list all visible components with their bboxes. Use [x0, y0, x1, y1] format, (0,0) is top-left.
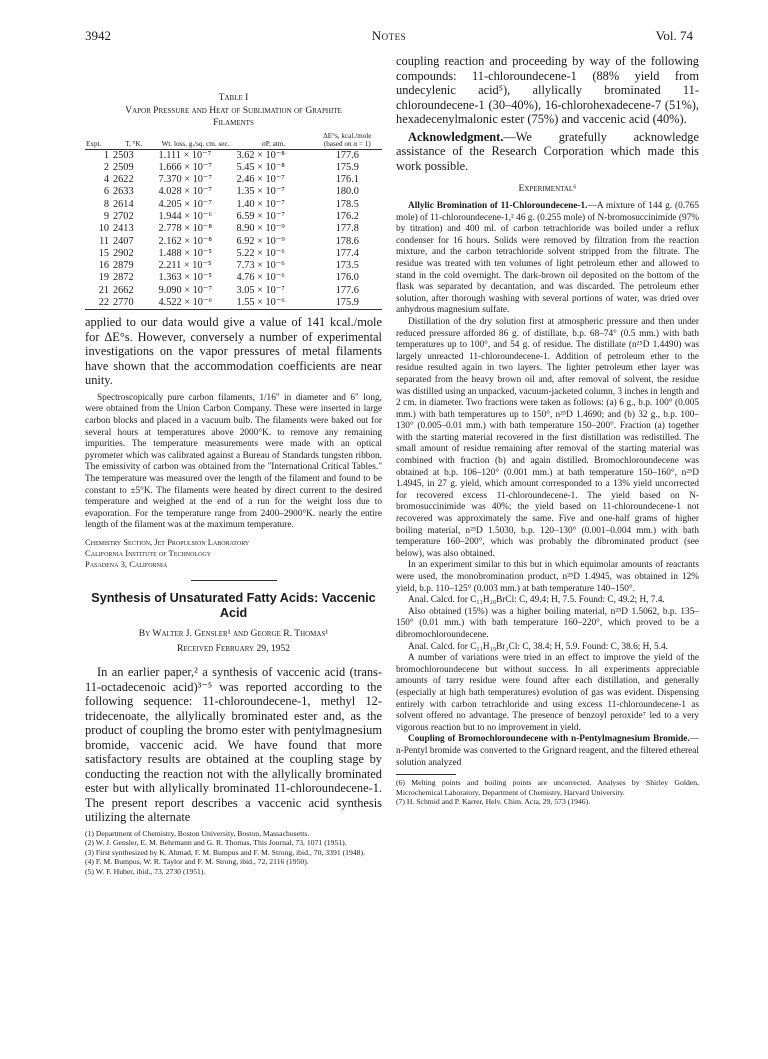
- table-title-line1: Vapor Pressure and Heat of Sublimation of Graphite: [125, 104, 342, 116]
- table-cell: 6.59 × 10⁻⁷: [236, 210, 285, 222]
- table-cell: 2662: [113, 284, 134, 296]
- footnote-6: (6) Melting points and boiling points are uncorrected. Analyses by Shirley Golden, Microchemical Laboratory, Department of Chemistry, Harvard University.: [396, 778, 699, 797]
- table-cell: 2633: [113, 186, 134, 198]
- table-cell: 1.944 × 10⁻⁶: [158, 210, 212, 222]
- page-number: 3942: [85, 28, 111, 43]
- table-row: [85, 285, 382, 297]
- table-row: [85, 248, 382, 260]
- table-cell: 19: [98, 272, 109, 284]
- table-number: Table I: [218, 92, 249, 103]
- table-cell: 15: [98, 247, 109, 259]
- left-paragraph-2: Spectroscopically pure carbon filaments, 1/16" in diameter and 6" long, were obtained from the Union Carbon Company. These were inserted in large carbon blocks and placed in a vacuum bulb. The filaments were baked out for several hours at temperatures above 2000°K. to remove any remaining impurities. The temperature measurements were made with an optical pyrometer which was calibrated against a Bureau of Standards tungsten ribbon. The emissivity of carbon was obtained from the "International Critical Tables." The temperature was measured over the length of the filament and found to be constant to ±5°K. The filaments were heated by direct current to the desired temperature and weighed at the end of a run for the weight loss due to evaporation. For the temperature range from 2400–2900°K. nearly the entire length of the filament was at the maximum temperature.: [85, 392, 382, 531]
- table-cell: 5.22 × 10⁻⁶: [236, 247, 285, 259]
- left-column: [85, 54, 382, 876]
- table-cell: 8: [103, 198, 109, 210]
- footnote-7: (7) H. Schmid and P. Karrer, Helv. Chim. Acta, 29, 573 (1946).: [396, 796, 591, 806]
- table-cell: 176.0: [335, 272, 359, 284]
- table-cell: 2902: [113, 247, 134, 259]
- acknowledgment-text: —We gratefully acknowledge assistance of the Research Corporation which made this work possible.: [396, 129, 699, 173]
- col-header-pressure: σP, atm.: [235, 132, 313, 150]
- table-cell: 22: [98, 297, 109, 309]
- section-divider: [191, 580, 277, 581]
- table-cell: 2: [103, 161, 109, 173]
- affiliation-line3: Pasadena 3, California: [85, 558, 168, 569]
- table-cell: 2.778 × 10⁻⁸: [158, 223, 212, 235]
- table-row: [85, 149, 382, 162]
- right-paragraph-1: coupling reaction and proceeding by way of the following compounds: 11-chloroundecene-1 (88% yield from undecylenic acid⁵), allylically brominated 11-chloroundecene-1 (30–40%), 16-chlorohexadecene-7 (51%), hexadecenylmalonic ester (75%) and vaccenic acid (40%).: [396, 54, 699, 126]
- table-cell: 1.111 × 10⁻⁷: [158, 149, 212, 161]
- experimental-paragraph-6: [396, 734, 699, 769]
- footnote-3: (3) First synthesized by K. Ahmad, F. M. Bumpus and F. M. Strong, ibid., 70, 3391 (1948).: [85, 847, 366, 857]
- table-cell: 2614: [113, 198, 134, 210]
- running-header: [85, 28, 693, 46]
- table-cell: 177.4: [335, 247, 359, 259]
- table-cell: 4.205 × 10⁻⁷: [158, 198, 212, 210]
- footnote-5: (5) W. F. Huber, ibid., 73, 2730 (1951).: [85, 866, 206, 876]
- table-cell: 3.05 × 10⁻⁷: [236, 284, 285, 296]
- table-cell: 1.40 × 10⁻⁷: [236, 198, 285, 210]
- table-cell: 2503: [113, 149, 134, 161]
- analysis-2: Anal. Calcd. for C₁₁H₁₉Br₂Cl: C, 38.4; H, 5.9. Found: C, 38.6; H, 5.4.: [408, 641, 668, 652]
- table-cell: 6.92 × 10⁻⁹: [236, 235, 285, 247]
- table-cell: 178.6: [335, 235, 359, 247]
- table-cell: 7.73 × 10⁻⁶: [236, 260, 285, 272]
- table-cell: 175.9: [335, 161, 359, 173]
- table-row: [85, 174, 382, 186]
- author-byline: By Walter J. Gensler¹ and George R. Thomas¹: [138, 628, 329, 640]
- table-cell: 4.522 × 10⁻⁶: [158, 297, 212, 309]
- affiliation: [85, 537, 382, 569]
- table-cell: 173.5: [335, 260, 359, 272]
- table-cell: 2622: [113, 174, 134, 186]
- table-cell: 8.90 × 10⁻⁹: [236, 223, 285, 235]
- table-bottom-rule: [85, 309, 382, 310]
- table-cell: 3.62 × 10⁻⁸: [236, 149, 285, 161]
- footnotes-left: [85, 829, 382, 876]
- table-row: [85, 162, 382, 174]
- affiliation-line2: California Institute of Technology: [85, 547, 212, 558]
- table-body: [85, 149, 382, 309]
- acknowledgment: [396, 130, 699, 174]
- col-header-temp: T, °K.: [111, 132, 157, 150]
- table-cell: 4.028 × 10⁻⁷: [158, 186, 212, 198]
- table-cell: 2872: [113, 272, 134, 284]
- exp6-label: Coupling of Bromochloroundecene with n-Pentylmagnesium Bromide.: [408, 734, 690, 745]
- footnote-2: (2) W. J. Gensler, E. M. Behrmann and G. R. Thomas, This Journal, 73, 1071 (1951).: [85, 838, 347, 848]
- table-header-row: [85, 132, 382, 150]
- table-cell: 2702: [113, 210, 134, 222]
- table-title-line2: Filaments: [213, 117, 254, 128]
- table-row: [85, 199, 382, 211]
- left-paragraph-1: applied to our data would give a value of 141 kcal./mole for ΔE°s. However, conversely a number of experimental investigations on the vapor pressures of metal filaments have shown that the accommodation coefficients are near unity.: [85, 315, 382, 388]
- experimental-paragraph-5: A number of variations were tried in an effect to improve the yield of the bromochloroundecene but without success. In all experiments appreciable amounts of tarry residue were found after each distillation, and generally (especially at high bath temperatures) evolution of gas was evident. Dispensing entirely with carbon tetrachloride and using excess 11-chloroundecene-1 as solvent offered no advantage. The presence of benzoyl peroxide⁷ led to a very vigorous reaction but to no improvement in yield.: [396, 653, 699, 733]
- table-row: [85, 297, 382, 309]
- article-title-line2: Acid: [219, 606, 248, 621]
- table-cell: 1.35 × 10⁻⁷: [236, 186, 285, 198]
- table-cell: 177.6: [335, 284, 359, 296]
- experimental-paragraph-3: In an experiment similar to this but in which equimolar amounts of reactants were used, the monobromination product, n²⁵D 1.4945, was obtained in 12% yield, b.p. 110–125° (0.003 mm.) at bath temperature 140–150°.: [396, 560, 699, 594]
- table-cell: 21: [98, 284, 109, 296]
- experimental-paragraph-2: Distillation of the dry solution first at atmospheric pressure and then under reduced pressure afforded 86 g. of distillate, b.p. 68–74° (0.5 mm.) with bath temperatures up to 100°, and 54 g. of residue. The distillate (n²⁵D 1.4490) was largely unreacted 11-chloroundecene-1. Addition of petroleum ether to the residue resulted again in two layers. The lighter petroleum ether layer was separated from the heavy brown oil and, after removal of solvent, the residue was distilled using an unpacked, vacuum-jacketed column, 3 inches in length and 2 cm. in diameter. Two fractions were taken as follows: (a) 6 g., b.p. 100° (0.005 mm.) with bath temperatures up to 150°, n²⁵D 1.4690; and (b) 32 g., b.p. 100–130° (0.005–0.01 mm.) with bath temperature 150–200°. Fraction (a) together with the starting material recovered in the first distillation was redistilled. The small amount of residue remaining after removal of the starting material was combined with fraction (b) and again distilled. Bromochloroundecene was obtained at b.p. 106–120° (0.001 mm.) at bath temperature 150–160°, n²⁵D 1.4945, in 27 g. yield, which amount corresponded to a 13% yield uncorrected for recovered excess 11-chloroundecene-1. The yield based on N-bromosuccinimide was 40%; the yield based on 11-chloroundecene-1 not recovered was approximately the same. Five and one-half grams of higher boiling material, n²⁵D 1.5030, b.p. 120–130° (0.001–0.004 mm.) with bath temperature 160–200°, which was probably the dibrominated product (see below), was also obtained.: [396, 316, 699, 559]
- article-title-line1: Synthesis of Unsaturated Fatty Acids: Vaccenic: [91, 591, 376, 606]
- table-cell: 1.666 × 10⁻⁷: [158, 161, 212, 173]
- table-cell: 9.090 × 10⁻⁷: [158, 284, 212, 296]
- table-cell: 11: [99, 235, 109, 247]
- table-cell: 1.55 × 10⁻⁶: [236, 297, 285, 309]
- table-row: [85, 223, 382, 235]
- table-cell: 5.45 × 10⁻⁸: [236, 161, 285, 173]
- experimental-paragraph-1: [396, 201, 699, 317]
- exp1-text: —A mixture of 144 g. (0.765 mole) of 11-chloroundecene-1,² 46 g. (0.255 mole) of N-bromosuccinimide (97% by titration) and 400 ml. of carbon tetrachloride was boiled under a reflux condenser for 16 hours. Solids were removed by filtration from the reaction mixture, and the carbon tetrachloride solvent stripped from the filtrate. The residue was treated with ten volumes of light petroleum ether and allowed to stand in the cold overnight. The dark-brown oil deposited on the bottom of the flask was separated by decantation, and was discarded. The petroleum ether solution, after thorough washing with several portions of water, was dried over anhydrous magnesium sulfate.: [396, 201, 699, 316]
- table-row: [85, 260, 382, 272]
- table-cell: 180.0: [335, 186, 359, 198]
- table-cell: 2770: [113, 297, 134, 309]
- vapor-pressure-table: [85, 132, 382, 310]
- table-cell: 176.2: [335, 210, 359, 222]
- affiliation-line1: Chemistry Section, Jet Propulsion Laboratory: [85, 536, 250, 547]
- right-column: [396, 54, 699, 806]
- analysis-1: Anal. Calcd. for C₁₁H₂₀BrCl: C, 49.4; H, 7.5. Found: C, 49.2; H, 7.4.: [408, 595, 665, 606]
- table-cell: 2509: [113, 161, 134, 173]
- left-paragraph-3: In an earlier paper,² a synthesis of vaccenic acid (trans-11-octadecenoic acid)³⁻⁵ was reported according to the following sequence: 11-chloroundecene-1, methyl 12-tridecenoate, the allylically brominated ester and, as the product of coupling the bromo ester with pentylmagnesium bromide, vaccenic acid. We have found that more satisfactory results are obtained at the coupling stage by conducting the reaction not with the allylically brominated ester but with allylically brominated 11-chloroundecene-1. The present report describes a vaccenic acid synthesis utilizing the alternate: [85, 665, 382, 825]
- table-cell: 2413: [113, 223, 134, 235]
- table-cell: 4: [103, 174, 109, 186]
- experimental-paragraph-4: Also obtained (15%) was a higher boiling material, n²⁵D 1.5062, b.p. 135–150° (0.01 mm.) with bath temperature 160–220°, which proved to be a dibromochloroundecene.: [396, 606, 699, 640]
- table-row: [85, 211, 382, 223]
- table-cell: 1: [103, 149, 109, 161]
- col-header-wtloss: Wt. loss, g./sq. cm. sec.: [157, 132, 235, 150]
- footnote-1: (1) Department of Chemistry, Boston University, Boston, Massachusetts.: [85, 828, 310, 838]
- table-cell: 2.46 × 10⁻⁷: [236, 174, 285, 186]
- table-cell: 6: [103, 186, 109, 198]
- footnote-rule: [396, 774, 456, 775]
- table-row: [85, 236, 382, 248]
- table-cell: 176.1: [335, 174, 359, 186]
- table-row: [85, 186, 382, 198]
- table-cell: 177.8: [335, 223, 359, 235]
- volume-label: Vol. 74: [655, 28, 693, 43]
- table-cell: 10: [98, 223, 109, 235]
- journal-section: Notes: [371, 28, 407, 43]
- table-cell: 1.363 × 10⁻⁵: [158, 272, 212, 284]
- col-header-expt: Expt.: [85, 132, 111, 150]
- exp6-text: —n-Pentyl bromide was converted to the Grignard reagent, and the filtered ethereal solution analyzed: [396, 734, 699, 768]
- table-cell: 2407: [113, 235, 134, 247]
- table-cell: 16: [98, 260, 109, 272]
- table-cell: 7.370 × 10⁻⁷: [158, 174, 212, 186]
- table-cell: 4.76 × 10⁻⁶: [236, 272, 285, 284]
- acknowledgment-label: Acknowledgment.: [408, 129, 504, 144]
- table-cell: 175.9: [335, 297, 359, 309]
- table-cell: 9: [103, 210, 109, 222]
- table-cell: 2.162 × 10⁻⁸: [158, 235, 212, 247]
- received-date: Received February 29, 1952: [176, 643, 291, 655]
- table-cell: 1.488 × 10⁻⁵: [158, 247, 212, 259]
- table-cell: 178.5: [335, 198, 359, 210]
- col-header-energy: ΔE°s, kcal./mole (based on α = 1): [313, 132, 382, 150]
- exp1-label: Allylic Bromination of 11-Chloroundecene-1.: [408, 201, 588, 211]
- experimental-heading: Experimental⁶: [518, 183, 577, 194]
- table-cell: 2.211 × 10⁻⁵: [158, 260, 212, 272]
- table-cell: 2879: [113, 260, 134, 272]
- footnote-4: (4) F. M. Bumpus, W. R. Taylor and F. M. Strong, ibid., 72, 2116 (1950).: [85, 857, 309, 867]
- table-row: [85, 272, 382, 284]
- table-cell: 177.6: [335, 149, 359, 161]
